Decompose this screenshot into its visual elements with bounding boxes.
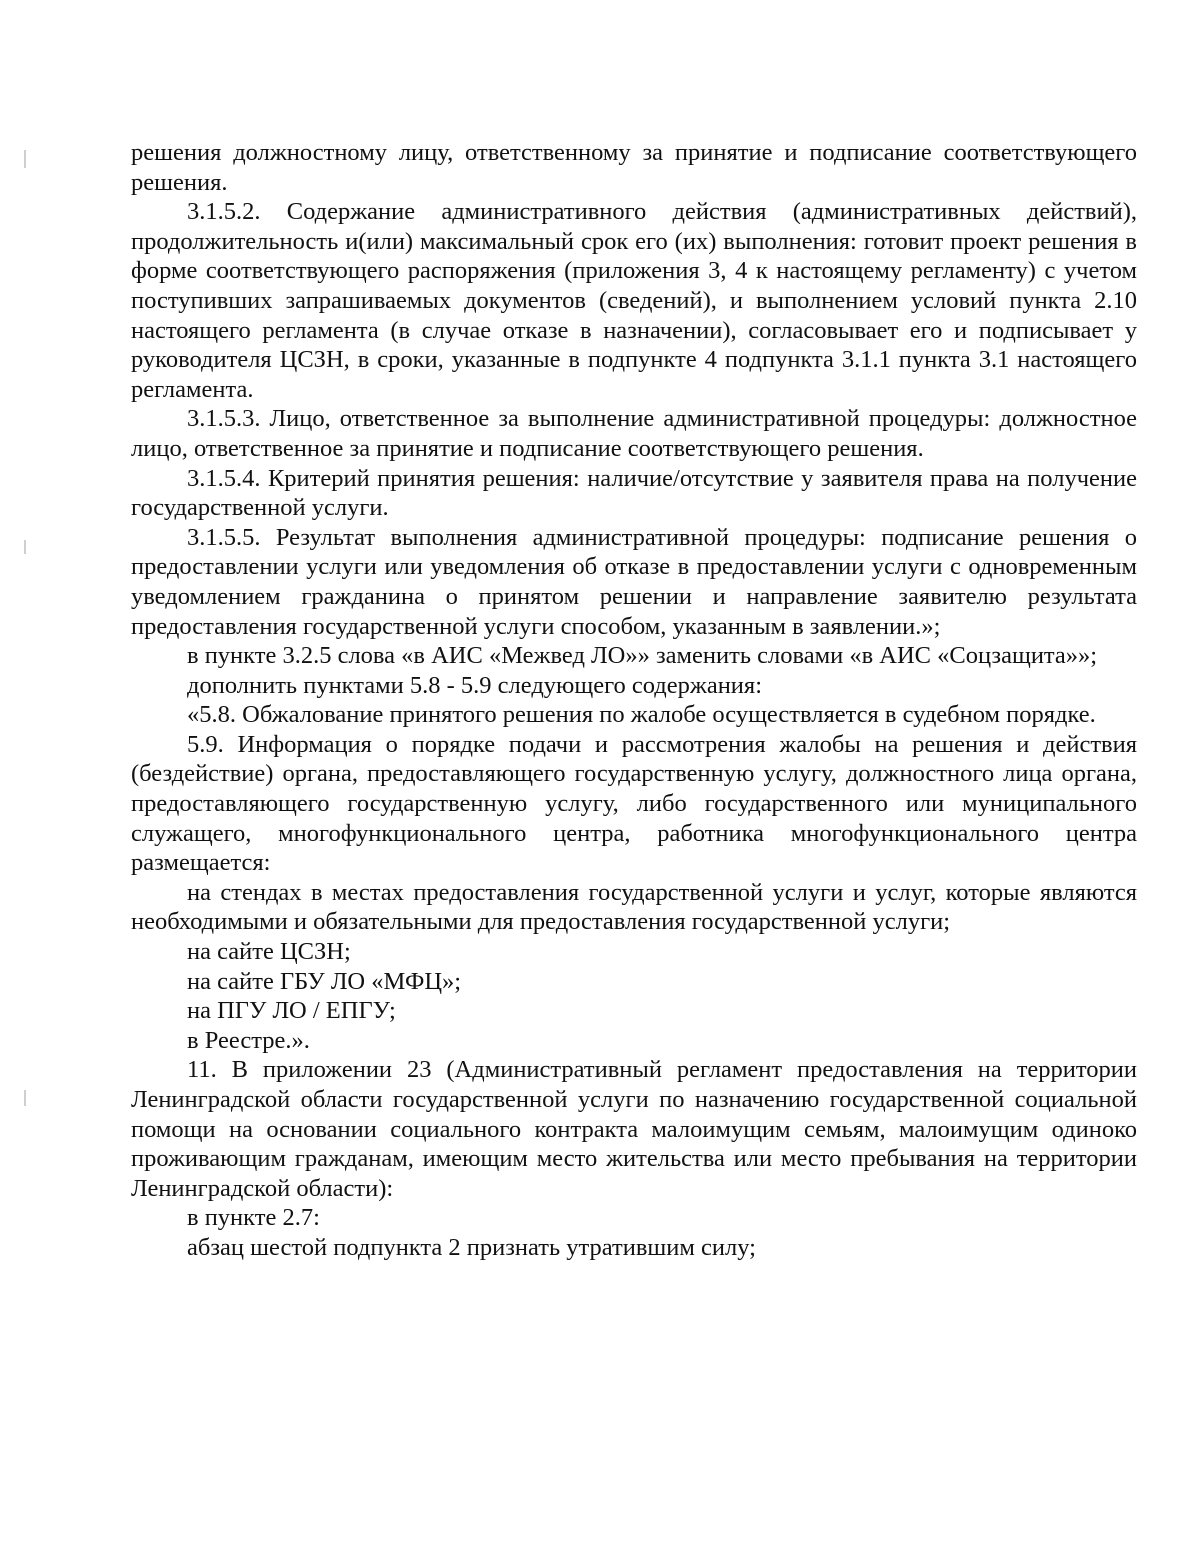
paragraph-5-9: 5.9. Информация о порядке подачи и рассмотрения жалобы на решения и действия (бездействие) органа, предоставляющего государственную услугу, должностного лица органа, предоставляющего государственную услугу, либо государственного или муниципального служащего, многофункционального центра, работника многофункционального центра размещается: <box>131 730 1137 877</box>
list-item-pgu-epgu: на ПГУ ЛО / ЕПГУ; <box>187 997 396 1025</box>
list-item-cszn-site: на сайте ЦСЗН; <box>187 938 351 966</box>
paragraph-item-11: 11. В приложении 23 (Административный регламент предоставления на территории Ленинградской области государственной услуги по назначению государственной социальной помощи на основании социального контракта малоимущим семьям, малоимущим одиноко проживающим гражданам, имеющим место жительства или место пребывания на территории Ленинградской области): <box>131 1056 1137 1202</box>
paragraph-3-1-5-2: 3.1.5.2. Содержание административного действия (административных действий), продолжительность и(или) максимальный срок его (их) выполнения: готовит проект решения в форме соответствующего распоряжения (приложения 3, 4 к настоящему регламенту) с учетом поступивших запрашиваемых документов (сведений), и выполнением условий пункта 2.10 настоящего регламента (в случае отказе в назначении), согласовывает его и подписывает у руководителя ЦСЗН, в сроки, указанные в подпункте 4 подпункта 3.1.1 пункта 3.1 настоящего регламента. <box>131 198 1137 403</box>
paragraph-continuation: решения должностному лицу, ответственному за принятие и подписание соответствующего решения. <box>131 139 1137 196</box>
list-item-mfc-site: на сайте ГБУ ЛО «МФЦ»; <box>187 967 462 995</box>
document-body <box>131 138 1137 1263</box>
paragraph-3-1-5-4: 3.1.5.4. Критерий принятия решения: наличие/отсутствие у заявителя права на получение государственной услуги. <box>131 464 1137 522</box>
paragraph-point-3-2-5: в пункте 3.2.5 слова «в АИС «Межвед ЛО»» заменить словами «в АИС «Соцзащита»»; <box>187 642 1098 670</box>
scan-edge-mark <box>24 540 26 554</box>
scan-edge-mark <box>24 1090 26 1106</box>
paragraph-5-8: «5.8. Обжалование принятого решения по жалобе осуществляется в судебном порядке. <box>187 701 1096 729</box>
scan-edge-mark <box>24 150 26 168</box>
paragraph-add-points: дополнить пунктами 5.8 - 5.9 следующего содержания: <box>187 671 762 699</box>
paragraph-point-2-7: в пункте 2.7: <box>187 1204 320 1232</box>
list-item-registry: в Реестре.». <box>187 1026 310 1054</box>
paragraph-stands: на стендах в местах предоставления государственной услуги и услуг, которые являются необходимыми и обязательными для предоставления государственной услуги; <box>131 878 1137 936</box>
paragraph-sixth-abzac: абзац шестой подпункта 2 признать утратившим силу; <box>187 1233 756 1261</box>
paragraph-3-1-5-3: 3.1.5.3. Лицо, ответственное за выполнение административной процедуры: должностное лицо, ответственное за принятие и подписание соответствующего решения. <box>131 405 1137 462</box>
paragraph-3-1-5-5: 3.1.5.5. Результат выполнения административной процедуры: подписание решения о предоставлении услуги или уведомления об отказе в предоставлении услуги с одновременным уведомлением гражданина о принятом решении и направление заявителю результата предоставления государственной услуги способом, указанным в заявлении.»; <box>131 523 1137 640</box>
